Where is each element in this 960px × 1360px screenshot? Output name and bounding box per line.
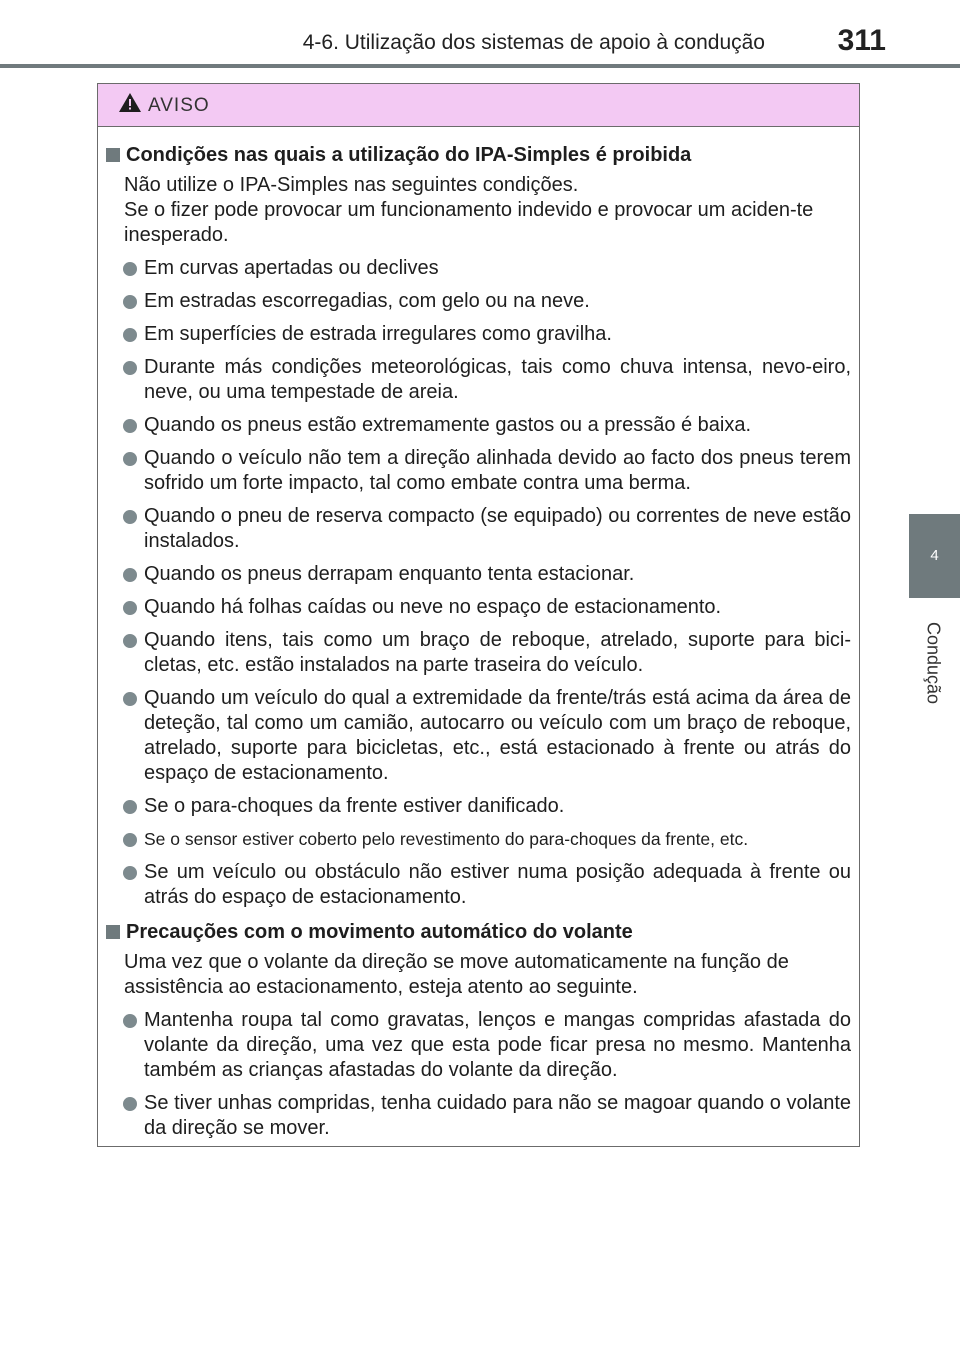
page-header — [0, 0, 960, 66]
round-bullet-icon — [123, 568, 137, 582]
list-item-text: Quando os pneus derrapam enquanto tenta estacionar. — [144, 563, 635, 585]
list-item-text: Se o para-choques da frente estiver danificado. — [144, 795, 565, 817]
round-bullet-icon — [123, 1014, 137, 1028]
chapter-title: 4-6. Utilização dos sistemas de apoio à condução — [302, 31, 765, 54]
list-item — [104, 322, 851, 347]
list-item — [104, 289, 851, 314]
warning-header — [98, 84, 859, 127]
list-item-text: Quando itens, tais como um braço de reboque, atrelado, suporte para bici-cletas, etc. estão instalados na parte traseira do veículo. — [144, 629, 851, 676]
page-number: 311 — [837, 24, 886, 57]
list-item — [104, 256, 851, 281]
round-bullet-icon — [123, 833, 137, 847]
list-item — [104, 355, 851, 405]
list-item-text: Se um veículo ou obstáculo não estiver numa posição adequada à frente ou atrás do espaço de estacionamento. — [144, 861, 851, 908]
list-item — [104, 827, 851, 852]
round-bullet-icon — [123, 866, 137, 880]
warning-label: AVISO — [148, 95, 210, 116]
list-item-text: Quando um veículo do qual a extremidade da frente/trás está acima da área de deteção, tal como um camião, autocarro ou veículo com um braço de reboque, atrelado, suporte para bicicletas, etc., está estacionado à frente ou atrás do espaço de estacionamento. — [144, 687, 851, 784]
chapter-number: 4 — [930, 547, 939, 564]
round-bullet-icon — [123, 328, 137, 342]
list-item — [104, 413, 851, 438]
list-item — [104, 794, 851, 819]
chapter-label-text: Condução — [923, 621, 944, 705]
warning-content — [98, 141, 859, 1149]
list-item-text: Em estradas escorregadias, com gelo ou na neve. — [144, 290, 590, 312]
round-bullet-icon — [123, 262, 137, 276]
list-item-text: Se tiver unhas compridas, tenha cuidado para não se magoar quando o volante da direção se mover. — [144, 1092, 851, 1139]
list-item-text: Mantenha roupa tal como gravatas, lenços e mangas compridas afastada do volante da direção, uma vez que esta pode ficar presa no mesmo. Mantenha também as crianças afastadas do volante da direção. — [144, 1009, 851, 1081]
list-item — [104, 1091, 851, 1141]
list-item — [104, 628, 851, 678]
section-intro: Uma vez que o volante da direção se move automaticamente na função de assistência ao estacionamento, esteja atento ao seguinte. — [124, 951, 789, 998]
round-bullet-icon — [123, 295, 137, 309]
round-bullet-icon — [123, 800, 137, 814]
list-item-text: Em curvas apertadas ou declives — [144, 257, 439, 279]
list-item — [104, 860, 851, 910]
round-bullet-icon — [123, 419, 137, 433]
section-title-text: Condições nas quais a utilização do IPA-Simples é proibida — [126, 144, 692, 166]
header-divider — [0, 64, 960, 68]
round-bullet-icon — [123, 601, 137, 615]
square-bullet-icon — [106, 925, 120, 939]
list-item — [104, 562, 851, 587]
square-bullet-icon — [106, 148, 120, 162]
section-title — [104, 918, 851, 946]
section-intro: Não utilize o IPA-Simples nas seguintes condições. Se o fizer pode provocar um funcionamento indevido e provocar um aciden-te inesperado. — [124, 174, 814, 246]
round-bullet-icon — [123, 692, 137, 706]
warning-triangle-icon — [118, 92, 142, 113]
list-item-text: Se o sensor estiver coberto pelo revestimento do para-choques da frente, etc. — [144, 829, 749, 849]
list-item-text: Quando há folhas caídas ou neve no espaço de estacionamento. — [144, 596, 722, 618]
list-item-text: Quando os pneus estão extremamente gastos ou a pressão é baixa. — [144, 414, 752, 436]
list-item — [104, 1008, 851, 1083]
round-bullet-icon — [123, 452, 137, 466]
chapter-label — [918, 608, 948, 718]
list-item — [104, 446, 851, 496]
list-item-text: Em superfícies de estrada irregulares como gravilha. — [144, 323, 612, 345]
section-title-text: Precauções com o movimento automático do volante — [126, 921, 633, 943]
chapter-tab — [909, 514, 960, 598]
warning-box — [97, 83, 860, 1147]
list-item — [104, 595, 851, 620]
round-bullet-icon — [123, 1097, 137, 1111]
list-item — [104, 504, 851, 554]
round-bullet-icon — [123, 510, 137, 524]
list-item-text: Quando o veículo não tem a direção alinhada devido ao facto dos pneus terem sofrido um forte impacto, tal como embate contra uma berma. — [144, 447, 851, 494]
list-item-text: Durante más condições meteorológicas, tais como chuva intensa, nevo-eiro, neve, ou uma tempestade de areia. — [144, 356, 851, 403]
round-bullet-icon — [123, 634, 137, 648]
round-bullet-icon — [123, 361, 137, 375]
list-item — [104, 686, 851, 786]
list-item-text: Quando o pneu de reserva compacto (se equipado) ou correntes de neve estão instalados. — [144, 505, 851, 552]
section-title — [104, 141, 851, 169]
